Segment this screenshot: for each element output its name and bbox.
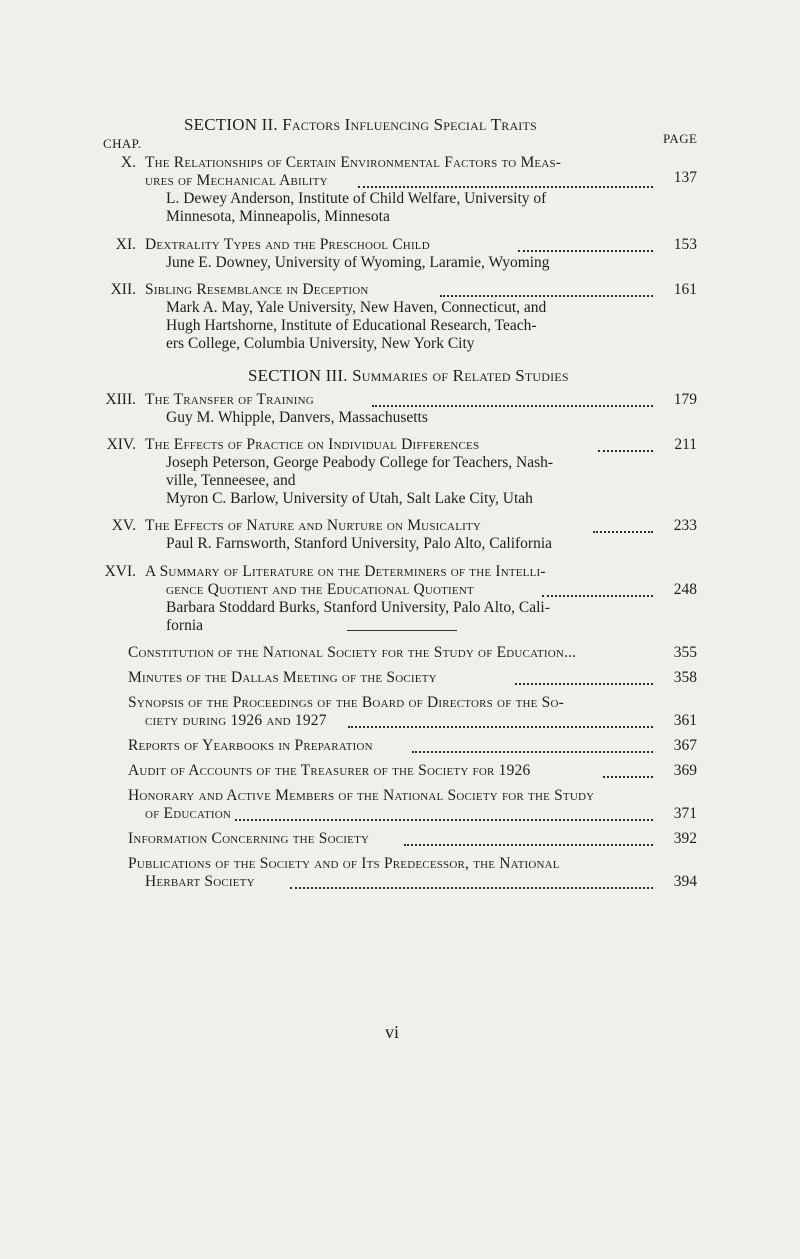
dot-leader xyxy=(235,819,653,821)
dot-leader xyxy=(348,726,653,728)
dot-leader xyxy=(290,887,653,889)
back-matter-line: Information Concerning the Society xyxy=(128,830,370,847)
dot-leader xyxy=(603,776,653,778)
chapter-title-line: The Effects of Nature and Nurture on Musicality xyxy=(145,517,482,534)
page-number: 367 xyxy=(673,737,697,754)
back-matter-line: Publications of the Society and of Its Predecessor, the National xyxy=(128,855,560,872)
page-number: 371 xyxy=(673,805,697,822)
back-matter-line: Reports of Yearbooks in Preparation xyxy=(128,737,373,754)
dot-leader xyxy=(598,450,653,452)
back-matter-line: Honorary and Active Members of the National Society for the Study xyxy=(128,787,595,804)
page-number: 137 xyxy=(673,169,697,186)
dot-leader xyxy=(440,295,653,297)
page-number: 355 xyxy=(673,644,697,661)
chapter-title-line: Dextrality Types and the Preschool Child xyxy=(145,236,430,253)
chapter-author-line: ers College, Columbia University, New York City xyxy=(166,335,475,352)
page-column-label: PAGE xyxy=(663,131,698,146)
back-matter-line: Constitution of the National Society for the Study of Education... xyxy=(128,644,577,661)
chapter-title-line: Sibling Resemblance in Deception xyxy=(145,281,369,298)
section-2-title: SECTION II. Factors Influencing Special Traits xyxy=(184,115,537,134)
dot-leader xyxy=(515,683,653,685)
chapter-title-line: The Effects of Practice on Individual Differences xyxy=(145,436,480,453)
chapter-author-line: ville, Tenneesee, and xyxy=(166,472,296,489)
dot-leader xyxy=(542,595,653,597)
chapter-author-line: L. Dewey Anderson, Institute of Child Welfare, University of xyxy=(166,190,547,207)
chapter-author-line: Minnesota, Minneapolis, Minnesota xyxy=(166,208,390,225)
dot-leader xyxy=(404,844,653,846)
dot-leader xyxy=(518,250,653,252)
chap-column-label: CHAP. xyxy=(103,136,142,151)
back-matter-line: Minutes of the Dallas Meeting of the Society xyxy=(128,669,437,686)
dot-leader xyxy=(593,531,653,533)
chapter-numeral: XIII. xyxy=(105,391,136,408)
chapter-author-line: fornia xyxy=(166,617,204,634)
chapter-author-line: Paul R. Farnsworth, Stanford University, Palo Alto, California xyxy=(166,535,553,552)
page-number: 179 xyxy=(673,391,697,408)
chapter-numeral: X. xyxy=(120,154,136,171)
chapter-author-line: Mark A. May, Yale University, New Haven, Connecticut, and xyxy=(166,299,547,316)
dot-leader xyxy=(412,751,653,753)
chapter-title-line: ures of Mechanical Ability xyxy=(145,172,328,189)
chapter-title-line: A Summary of Literature on the Determiners of the Intelli- xyxy=(145,563,546,580)
page-folio: vi xyxy=(385,1022,400,1042)
page-number: 161 xyxy=(673,281,697,298)
chapter-numeral: XIV. xyxy=(106,436,136,453)
page-number: 211 xyxy=(674,436,697,453)
back-matter-line: ciety during 1926 and 1927 xyxy=(145,712,327,729)
section-3-title: SECTION III. Summaries of Related Studies xyxy=(248,366,569,385)
chapter-title-line: The Transfer of Training xyxy=(145,391,314,408)
dot-leader xyxy=(358,186,653,188)
page-number: 153 xyxy=(673,236,697,253)
page-number: 248 xyxy=(673,581,697,598)
page-number: 233 xyxy=(673,517,697,534)
dot-leader xyxy=(372,405,653,407)
page-number: 394 xyxy=(673,873,697,890)
page-number: 361 xyxy=(673,712,697,729)
chapter-author-line: Joseph Peterson, George Peabody College for Teachers, Nash- xyxy=(166,454,554,471)
back-matter-line: Herbart Society xyxy=(145,873,255,890)
chapter-author-line: Hugh Hartshorne, Institute of Educational Research, Teach- xyxy=(166,317,537,334)
section-3-heading xyxy=(248,366,569,386)
chapter-numeral: XII. xyxy=(110,281,136,298)
chapter-author-line: Guy M. Whipple, Danvers, Massachusetts xyxy=(166,409,428,426)
back-matter-line: Audit of Accounts of the Treasurer of the Society for 1926 xyxy=(128,762,531,779)
chapter-numeral: XVI. xyxy=(104,563,136,580)
chapter-author-line: Barbara Stoddard Burks, Stanford University, Palo Alto, Cali- xyxy=(166,599,550,616)
back-matter-line: of Education xyxy=(145,805,232,822)
chapter-author-line: June E. Downey, University of Wyoming, Laramie, Wyoming xyxy=(166,254,550,271)
chapter-title-line: gence Quotient and the Educational Quotient xyxy=(166,581,474,598)
chapter-numeral: XV. xyxy=(111,517,136,534)
section-2-heading xyxy=(184,115,537,135)
page-number: 392 xyxy=(673,830,697,847)
chapter-title-line: The Relationships of Certain Environmental Factors to Meas- xyxy=(145,154,562,171)
chapter-numeral: XI. xyxy=(115,236,136,253)
chapter-author-line: Myron C. Barlow, University of Utah, Salt Lake City, Utah xyxy=(166,490,533,507)
back-matter-line: Synopsis of the Proceedings of the Board of Directors of the So- xyxy=(128,694,564,711)
section-divider xyxy=(347,630,457,631)
page-number: 369 xyxy=(673,762,697,779)
page-number: 358 xyxy=(673,669,697,686)
